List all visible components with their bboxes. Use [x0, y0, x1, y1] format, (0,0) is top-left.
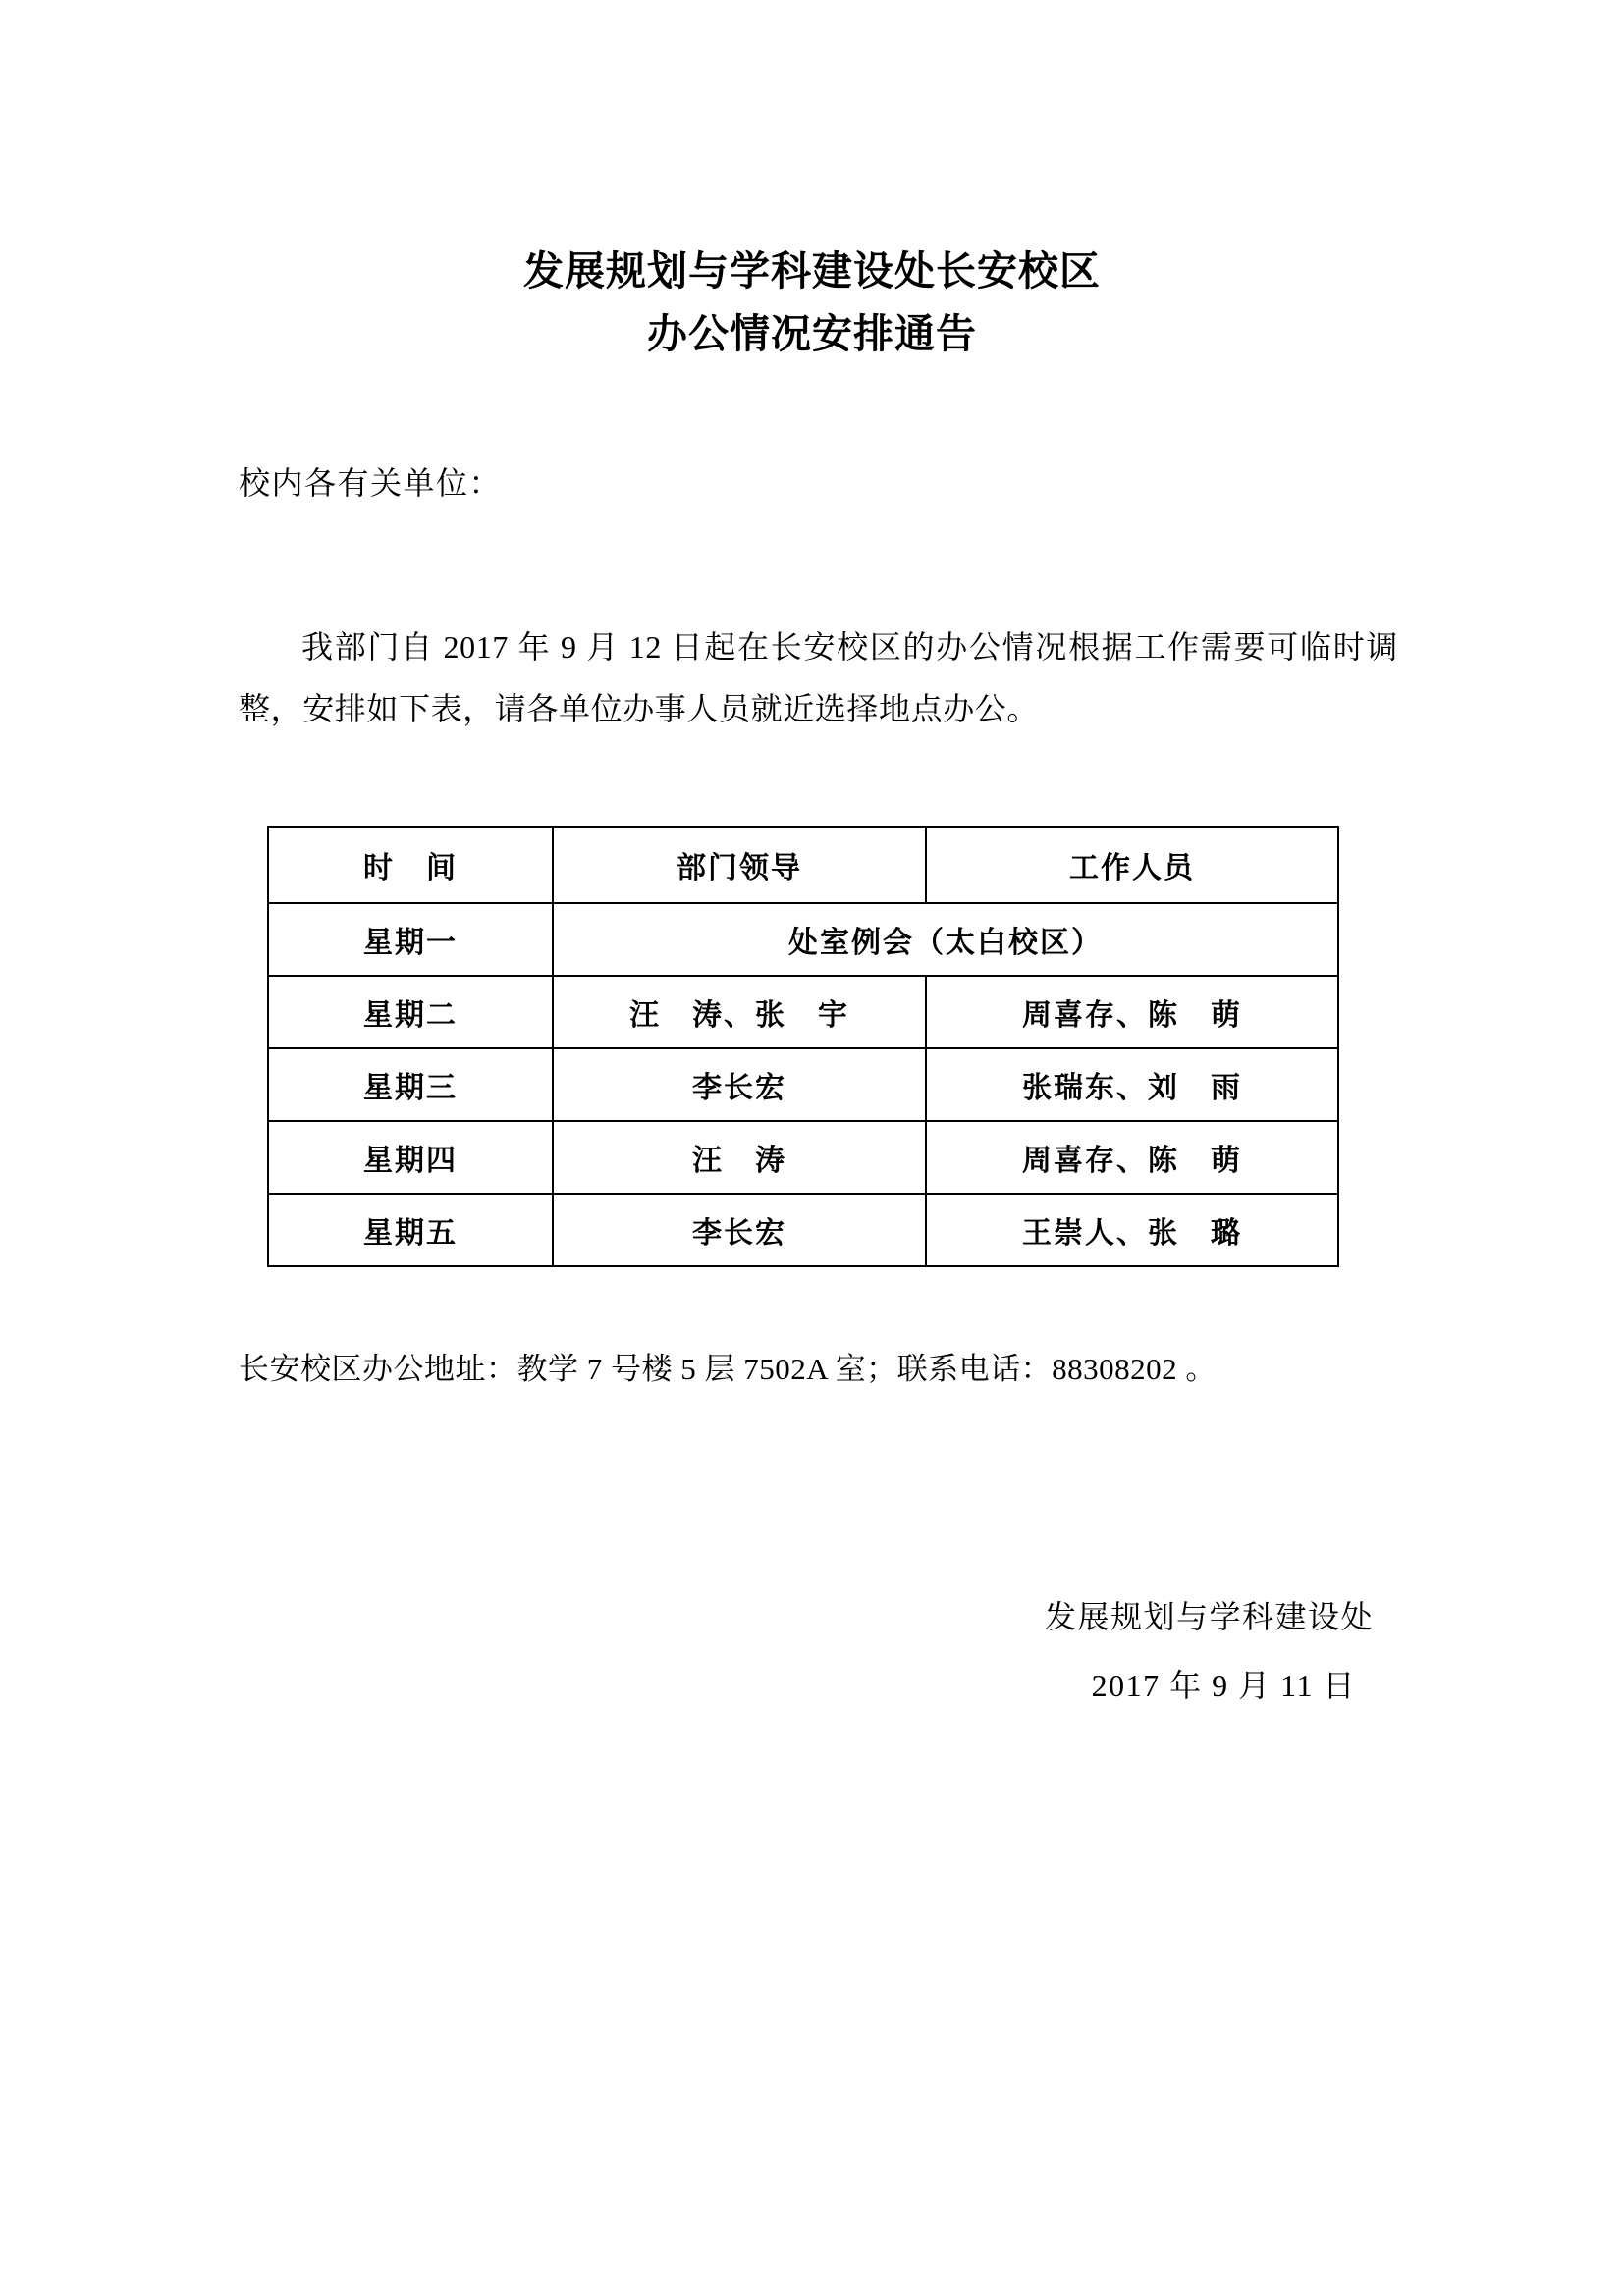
title-line-2: 办公情况安排通告 [647, 310, 977, 356]
schedule-table-wrapper [267, 826, 1337, 1267]
column-header-staff: 工作人员 [926, 827, 1338, 903]
table-row [268, 903, 1338, 976]
cell-staff: 周喜存、陈 萌 [926, 1121, 1338, 1194]
body-paragraph: 我部门自 2017 年 9 月 12 日起在长安校区的办公情况根据工作需要可临时调整，安排如下表，请各单位办事人员就近选择地点办公。 [239, 629, 1398, 726]
salutation: 校内各有关单位： [239, 465, 503, 502]
address-line: 长安校区办公地址：教学 7 号楼 5 层 7502A 室；联系电话：88308202 。 [239, 1352, 1217, 1387]
cell-staff: 王崇人、张 璐 [926, 1194, 1338, 1266]
table-row [268, 1194, 1338, 1266]
column-header-time: 时 间 [268, 827, 553, 903]
cell-time: 星期三 [268, 1048, 553, 1121]
column-header-leader: 部门领导 [553, 827, 926, 903]
title-line-1: 发展规划与学科建设处长安校区 [523, 248, 1101, 294]
schedule-table [267, 826, 1339, 1267]
signature-date: 2017 年 9 月 11 日 [1091, 1668, 1356, 1704]
cell-leader: 汪 涛 [553, 1121, 926, 1194]
signature-block [0, 1582, 1374, 1721]
cell-staff: 张瑞东、刘 雨 [926, 1048, 1338, 1121]
cell-time: 星期一 [268, 903, 553, 976]
table-row [268, 1048, 1338, 1121]
cell-leader: 汪 涛、张 宇 [553, 976, 926, 1048]
cell-merged-note: 处室例会（太白校区） [553, 903, 1338, 976]
table-row [268, 1121, 1338, 1194]
table-row [268, 976, 1338, 1048]
cell-time: 星期二 [268, 976, 553, 1048]
cell-staff: 周喜存、陈 萌 [926, 976, 1338, 1048]
table-header-row [268, 827, 1338, 903]
page-title [0, 240, 1624, 365]
cell-time: 星期五 [268, 1194, 553, 1266]
cell-time: 星期四 [268, 1121, 553, 1194]
signature-department: 发展规划与学科建设处 [1044, 1598, 1374, 1634]
cell-leader: 李长宏 [553, 1048, 926, 1121]
cell-leader: 李长宏 [553, 1194, 926, 1266]
